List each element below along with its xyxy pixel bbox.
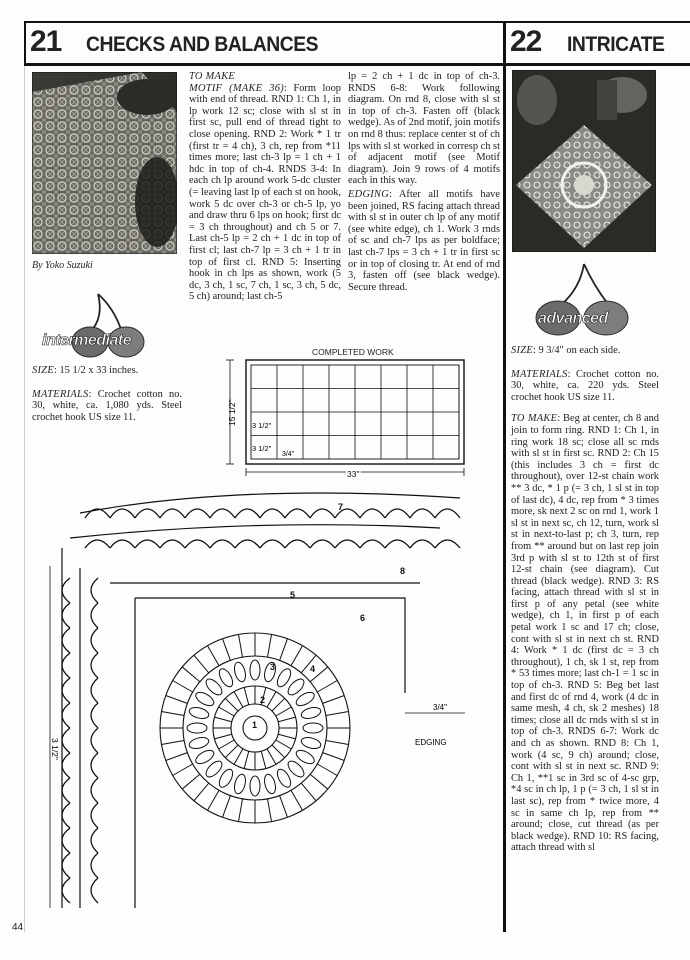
difficulty-label-advanced: advanced — [538, 310, 608, 327]
round-number: 6 — [360, 613, 366, 623]
center-column-divider — [503, 22, 506, 932]
chart-edging-label: EDGING — [415, 738, 447, 747]
schematic-width-label: 33" — [347, 469, 360, 478]
difficulty-label-intermediate: intermediate — [42, 332, 132, 349]
right-instructions — [511, 345, 659, 854]
pattern-title-left: CHECKS AND BALANCES — [86, 33, 319, 56]
completed-work-schematic — [220, 356, 470, 478]
pattern-number-left: 21 — [30, 25, 62, 58]
header-top-rule — [24, 21, 690, 23]
schematic-cell-label-2: 3 1/2" — [252, 444, 272, 453]
round-number: 4 — [310, 664, 316, 674]
round-number: 1 — [252, 720, 258, 730]
left-size-materials — [32, 365, 182, 423]
cherries-icon — [532, 258, 642, 342]
designer-byline: By Yoko Suzuki — [32, 260, 93, 271]
difficulty-badge-intermediate — [42, 278, 178, 362]
round-number: 8 — [400, 566, 406, 576]
materials-line: MATERIALS: Crochet cotton no. 30, white, ca. 1,080 yds. Steel crochet hook US size 11. — [32, 388, 182, 423]
pattern-number-right: 22 — [510, 25, 542, 58]
schematic-cell-label-3: 3/4" — [282, 451, 295, 458]
doily-photo — [512, 70, 656, 252]
pattern-title-right: INTRICATE — [567, 33, 665, 56]
table-runner-photo — [32, 72, 177, 254]
motif-paragraph: MOTIF (MAKE 36): Form loop with end of thread. RND 1: Ch 1, in lp work 12 sc; close with sl st in first sc, pull end of thread tight to close opening. RND 2: Work * 1 tr (first tr = 4 ch), 3 ch, rep from *11 times more; last ch-3 lp = 1 ch + 1 hdc in top of ch-4. RNDS 3-4: In each ch lp around work 5-dc cluster (= leaving last lp of each st on hook, work 5 dc over ch-3 or ch-5 lp, yo and draw thru 6 lps on hook; first dc = 3 ch throughout) and ch 5 or 7. Last ch-5 lp = 2 ch + 1 dc in top of first cl; last ch-7 lp = 3 ch + 1 tr in top of first cl. RND 5: Inserting hook in ch lps as shown, work (5 dc, 3 ch, 1 sc, 7 ch, 1 sc, 3 ch, 5 dc, 5 ch) around; last ch-5 — [189, 82, 342, 303]
edging-paragraph: EDGING: After all motifs have been joined, RS facing attach thread with sl st in outer ch lp of any motif (see white edge), ch 1. Work 3 rnds of sc and ch-7 lps as per boldface; last ch-7 lps = 3 ch + 1 tr in first sc or in top of closing tr. At end of rnd 3, fasten off (see black wedge). Secure thread. — [348, 188, 500, 293]
round-number: 3 — [270, 662, 276, 672]
left-instructions-col1: TO MAKE MOTIF (MAKE 36): Form loop with end of thread. RND 1: Ch 1, in lp work 12 sc; close with sl st in first sc, pull end of thread tight to close opening. RND 2: Work * 1 tr (first tr = 4 ch), 3 ch, rep from *11 times more; last ch-3 lp = 1 ch + 1 hdc in top of ch-4. RNDS 3-4: In each ch lp around work 5-dc cluster (= leaving last lp of each st on hook, work 5 dc over ch-3 or ch-5 lp, yo and draw thru 6 lps on hook; first dc = 3 ch throughout) and ch 5 or 7. Last ch-5 lp = 2 ch + 1 dc in top of first cl; last ch-7 lp = 3 ch + 1 tr in top of first cl. RND 5: Inserting hook in ch lps as shown, work (5 dc, 3 ch, 1 sc, 7 ch, 1 sc, 3 ch, 5 dc, 5 ch) around; last ch-5 — [189, 71, 342, 303]
schematic-cell-label-1: 3 1/2" — [252, 421, 272, 430]
chart-side-label: 3 1/2" — [50, 738, 60, 760]
header-bottom-rule — [24, 63, 690, 66]
chart-edge-label: 3/4" — [433, 703, 447, 712]
right-size-line: SIZE: 9 3/4" on each side. — [511, 345, 621, 356]
motif-crochet-chart — [40, 488, 500, 928]
round-number: 5 — [290, 590, 296, 600]
left-outer-rule — [24, 64, 25, 932]
page-number: 44 — [12, 922, 24, 933]
left-header-divider — [24, 22, 26, 66]
difficulty-badge-advanced — [532, 258, 642, 342]
schematic-title: COMPLETED WORK — [312, 347, 394, 357]
left-instructions-col2: lp = 2 ch + 1 dc in top of ch-3. RNDS 6-8: Work following diagram. On rnd 8, close with sl st in top of ch-3. Fasten off (black wedge). As of 2nd motif, join motifs on rnd 8 thus: replace center st of ch lps with sl st worked in corresp ch st of adjacent motif (see Motif diagram). Join 9 rows of 4 motifs each in this way. EDGING: After all motifs have been joined, RS facing attach thread with sl st in outer ch lp of any motif (see white edge), ch 1. Work 3 rnds of sc and ch-7 lps as per boldface; last ch-7 lps = 3 ch + 1 tr in first sc or in top of closing tr. At end of rnd 3, fasten off (see black wedge). Secure thread. — [348, 71, 500, 293]
size-line: SIZE: 15 1/2 x 33 inches. — [32, 365, 139, 376]
round-number: 7 — [338, 502, 344, 512]
round-number: 2 — [260, 695, 266, 705]
right-materials-line: MATERIALS: Crochet cotton no. 30, white, ca. 220 yds. Steel crochet hook US size 11. — [511, 368, 659, 403]
schematic-height-label: 15 1/2" — [227, 399, 237, 426]
right-to-make: TO MAKE: Beg at center, ch 8 and join to form ring. RND 1: Ch 1, in ring work 18 sc; close all sc rnds with sl st in first sc. RND 2: Ch 15 (this includes 3 ch = first dc throughout), over 12-st chain work ** 3 dc, * 1 p (= 3 ch, 1 sl st in top of last dc), 4 dc, rep from * 3 times more, sk next 2 sc on rnd 1, work 1 sl st in next sc, ch 12, turn, work sl st in next-to-last p; ch 3, turn, rep from ** around but on last rep join 3rd p with sl st to 12th st of first 12-st chain (see diagram). Cut thread (black wedge). RND 3: RS facing, attach thread with sl st in first p of any petal (see white wedge), ch 1, in first p of each petal work 1 sc and 17 ch; close, cont with sl st in next ch st. RND 4: Work * 1 dc (first dc = 3 ch throughout), 1 ch, sk 1 st, rep from * 53 times more; last ch-1 = 1 sc in top of ch-3. RND 5: Beg bet last and first dc of rnd 4, work (4 dc in same mesh, 4 ch, sk 2 meshes) 18 times; close all dc rnds with sl st in top of ch-3. RNDS 6-7: Work dc and ch as shown. RND 8: Ch 1, work (4 sc, 9 ch) around; close, cont with sl st in next sc. RND 9: Ch 1, **1 sc in 3rd sc of 4-sc grp, *4 sc in ch lp, 1 p (= 3 ch, 1 sl st in last sc), rep from * twice more, 4 sc in same ch lp, rep from ** around; close, cut thread (as per black wedge). RND 10: RS facing, attach thread with sl — [511, 413, 659, 854]
